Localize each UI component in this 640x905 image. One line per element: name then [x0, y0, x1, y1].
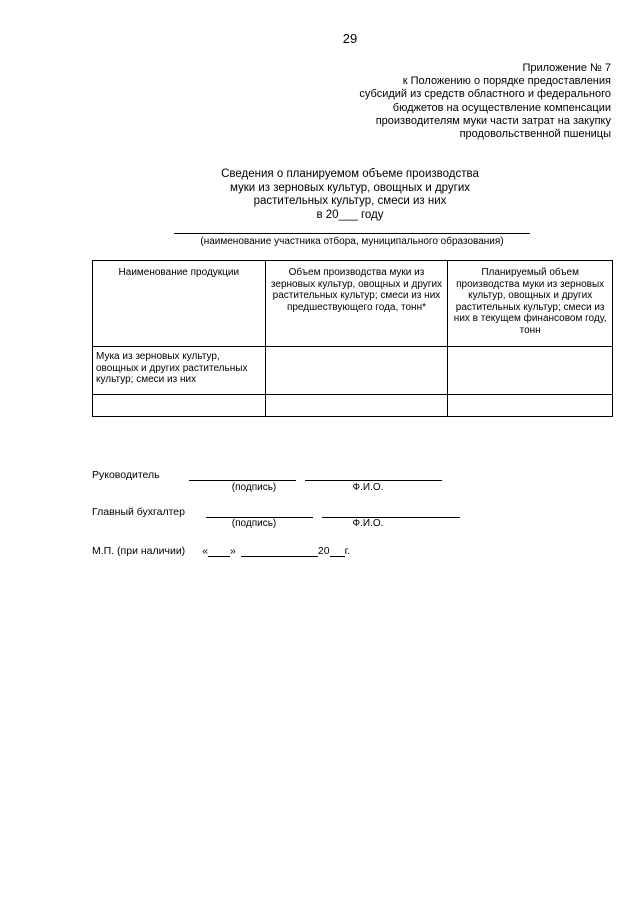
head-fio-line[interactable] [305, 480, 442, 481]
title-line: растительных культур, смеси из них [253, 195, 447, 208]
head-label: Руководитель [92, 469, 160, 481]
year-suffix: г. [344, 545, 351, 557]
head-signature-caption: (подпись) [231, 482, 277, 493]
stamp-label: М.П. (при наличии) [92, 545, 186, 557]
appendix-line: Приложение № 7 [522, 62, 611, 74]
title-line: Сведения о планируемом объеме производства [221, 168, 479, 180]
header-planned-volume: Планируемый объем производства муки из зерновых культур, овощных и других растительных культур; смеси из них в текущем финансовом году, тонн [448, 261, 613, 347]
previous-year-volume-cell[interactable] [265, 347, 448, 395]
empty-cell[interactable] [93, 395, 266, 417]
production-table [92, 260, 613, 417]
header-product-name: Наименование продукции [93, 261, 266, 347]
product-cell: Мука из зерновых культур, овощных и других растительных культур; смеси из них [93, 347, 266, 395]
table-header-row [93, 261, 613, 347]
document-title [0, 168, 640, 222]
appendix-line: к Положению о порядке предоставления [402, 75, 611, 88]
header-previous-year-volume: Объем производства муки из зерновых культур, овощных и других растительных культур; смеси из них предшествующего года, тонн* [265, 261, 448, 347]
appendix-line: производителям муки части затрат на закупку [375, 114, 611, 127]
close-quote: » [230, 545, 236, 557]
participant-name-line [174, 233, 530, 234]
day-blank[interactable] [208, 545, 230, 557]
appendix-line: бюджетов на осуществление компенсации [392, 101, 611, 114]
accountant-fio-caption: Ф.И.О. [352, 518, 384, 529]
year-blank[interactable] [330, 545, 345, 557]
open-quote: « [202, 545, 209, 557]
participant-name-caption: (наименование участника отбора, муниципального образования) [200, 236, 504, 247]
empty-cell[interactable] [265, 395, 448, 417]
appendix-line: субсидий из средств областного и федерального [359, 88, 611, 101]
stamp-date-line [92, 545, 350, 557]
page-number: 29 [342, 31, 358, 46]
head-signature-line[interactable] [189, 480, 296, 481]
appendix-line: продовольственной пшеницы [459, 128, 611, 141]
planned-volume-cell[interactable] [448, 347, 613, 395]
title-line: муки из зерновых культур, овощных и других [229, 181, 471, 194]
table-row [93, 347, 613, 395]
empty-cell[interactable] [448, 395, 613, 417]
title-line: в 20___ году [316, 208, 384, 221]
appendix-header [311, 62, 611, 141]
month-blank[interactable] [241, 545, 318, 557]
table-row [93, 395, 613, 417]
year-prefix: 20 [317, 545, 330, 557]
accountant-signature-caption: (подпись) [231, 518, 277, 529]
head-fio-caption: Ф.И.О. [352, 482, 384, 493]
accountant-label: Главный бухгалтер [92, 506, 185, 518]
